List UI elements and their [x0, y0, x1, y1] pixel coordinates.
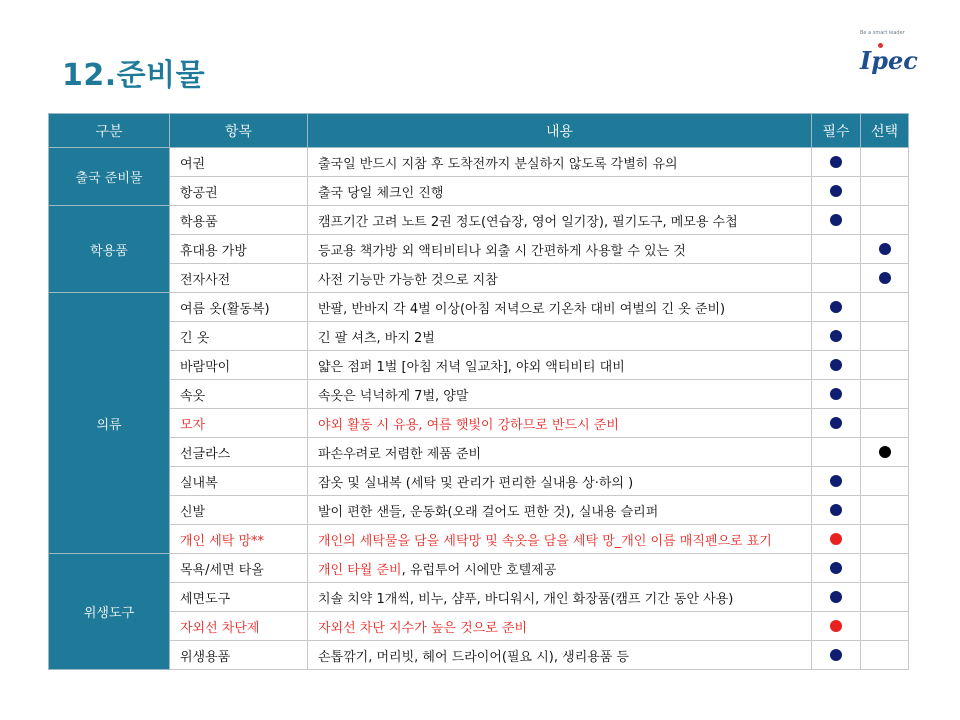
item-cell: 긴 옷 — [170, 322, 308, 351]
required-cell — [812, 264, 861, 293]
content-cell: 치솔 치약 1개씩, 비누, 샴푸, 바디워시, 개인 화장품(캠프 기간 동안 사용) — [308, 583, 812, 612]
item-cell: 전자사전 — [170, 264, 308, 293]
content-cell: 잠옷 및 실내복 (세탁 및 관리가 편리한 실내용 상·하의 ) — [308, 467, 812, 496]
optional-cell — [861, 293, 909, 322]
optional-cell — [861, 612, 909, 641]
item-cell: 세면도구 — [170, 583, 308, 612]
table-header-row — [49, 114, 909, 148]
header-content: 내용 — [308, 114, 812, 148]
content-cell: 야외 활동 시 유용, 여름 햇빛이 강하므로 반드시 준비 — [308, 409, 812, 438]
optional-cell — [861, 554, 909, 583]
bullet-dot-icon — [830, 475, 842, 487]
content-cell: 파손우려로 저렴한 제품 준비 — [308, 438, 812, 467]
table-row — [49, 612, 909, 641]
bullet-dot-icon — [830, 562, 842, 574]
bullet-dot-icon — [830, 504, 842, 516]
item-cell: 목욕/세면 타올 — [170, 554, 308, 583]
required-cell — [812, 496, 861, 525]
table-row — [49, 583, 909, 612]
header-required: 필수 — [812, 114, 861, 148]
content-cell: 등교용 책가방 외 액티비티나 외출 시 간편하게 사용할 수 있는 것 — [308, 235, 812, 264]
content-cell: 출국 당일 체크인 진행 — [308, 177, 812, 206]
category-cell: 의류 — [49, 293, 170, 554]
item-cell: 신발 — [170, 496, 308, 525]
category-cell: 위생도구 — [49, 554, 170, 670]
bullet-dot-icon — [830, 417, 842, 429]
table-row — [49, 554, 909, 583]
item-cell: 항공권 — [170, 177, 308, 206]
header-item: 항목 — [170, 114, 308, 148]
table-row — [49, 206, 909, 235]
logo-tagline: Be a smart leader — [860, 30, 905, 36]
content-cell: 캠프기간 고려 노트 2권 정도(연습장, 영어 일기장), 필기도구, 메모용 수첩 — [308, 206, 812, 235]
ipec-logo — [856, 26, 922, 78]
bullet-dot-icon — [830, 359, 842, 371]
content-text: , 유럽투어 시에만 호텔제공 — [401, 562, 557, 578]
item-cell: 선글라스 — [170, 438, 308, 467]
category-cell: 학용품 — [49, 206, 170, 293]
header-category: 구분 — [49, 114, 170, 148]
optional-cell — [861, 264, 909, 293]
optional-cell — [861, 322, 909, 351]
optional-cell — [861, 438, 909, 467]
bullet-dot-icon — [830, 156, 842, 168]
table-row — [49, 438, 909, 467]
item-cell: 실내복 — [170, 467, 308, 496]
bullet-dot-icon — [830, 301, 842, 313]
required-cell — [812, 380, 861, 409]
table-row — [49, 148, 909, 177]
item-cell: 여름 옷(활동복) — [170, 293, 308, 322]
optional-cell — [861, 351, 909, 380]
bullet-dot-icon — [879, 243, 891, 255]
item-cell: 개인 세탁 망** — [170, 525, 308, 554]
optional-cell — [861, 641, 909, 670]
content-cell — [308, 554, 812, 583]
content-cell: 반팔, 반바지 각 4벌 이상(아침 저녁으로 기온차 대비 여벌의 긴 옷 준비) — [308, 293, 812, 322]
table-row — [49, 235, 909, 264]
bullet-dot-icon — [830, 330, 842, 342]
item-cell: 속옷 — [170, 380, 308, 409]
bullet-dot-icon — [830, 649, 842, 661]
required-cell — [812, 467, 861, 496]
required-cell — [812, 235, 861, 264]
required-cell — [812, 554, 861, 583]
required-cell — [812, 351, 861, 380]
item-cell: 휴대용 가방 — [170, 235, 308, 264]
content-cell: 손톱깎기, 머리빗, 헤어 드라이어(필요 시), 생리용품 등 — [308, 641, 812, 670]
required-cell — [812, 148, 861, 177]
table-row — [49, 525, 909, 554]
category-cell: 출국 준비물 — [49, 148, 170, 206]
required-cell — [812, 438, 861, 467]
bullet-dot-icon — [830, 388, 842, 400]
optional-cell — [861, 525, 909, 554]
bullet-dot-icon — [830, 185, 842, 197]
content-highlight: 개인 타월 준비 — [318, 562, 402, 578]
table-row — [49, 380, 909, 409]
content-cell: 사전 기능만 가능한 것으로 지참 — [308, 264, 812, 293]
table-row — [49, 496, 909, 525]
required-cell — [812, 322, 861, 351]
optional-cell — [861, 583, 909, 612]
optional-cell — [861, 206, 909, 235]
optional-cell — [861, 467, 909, 496]
bullet-dot-icon — [830, 533, 842, 545]
item-cell: 여권 — [170, 148, 308, 177]
optional-cell — [861, 409, 909, 438]
required-cell — [812, 641, 861, 670]
content-cell: 얇은 점퍼 1벌 [아침 저녁 일교차], 야외 액티비티 대비 — [308, 351, 812, 380]
content-cell: 긴 팔 셔츠, 바지 2벌 — [308, 322, 812, 351]
content-cell: 속옷은 넉넉하게 7벌, 양말 — [308, 380, 812, 409]
table-row — [49, 467, 909, 496]
header-optional: 선택 — [861, 114, 909, 148]
item-cell: 바람막이 — [170, 351, 308, 380]
required-cell — [812, 177, 861, 206]
optional-cell — [861, 177, 909, 206]
content-cell: 자외선 차단 지수가 높은 것으로 준비 — [308, 612, 812, 641]
required-cell — [812, 409, 861, 438]
content-cell: 발이 편한 샌들, 운동화(오래 걸어도 편한 것), 실내용 슬리퍼 — [308, 496, 812, 525]
item-cell: 학용품 — [170, 206, 308, 235]
bullet-dot-icon — [879, 446, 891, 458]
optional-cell — [861, 380, 909, 409]
table-row — [49, 322, 909, 351]
optional-cell — [861, 235, 909, 264]
table-row — [49, 351, 909, 380]
table-body — [49, 148, 909, 670]
content-cell: 출국일 반드시 지참 후 도착전까지 분실하지 않도록 각별히 유의 — [308, 148, 812, 177]
content-cell: 개인의 세탁물을 담을 세탁망 및 속옷을 담을 세탁 망_개인 이름 매직펜으로 표기 — [308, 525, 812, 554]
bullet-dot-icon — [879, 272, 891, 284]
table-row — [49, 177, 909, 206]
logo-brand: Ipec — [860, 46, 918, 75]
item-cell: 자외선 차단제 — [170, 612, 308, 641]
item-cell: 위생용품 — [170, 641, 308, 670]
required-cell — [812, 525, 861, 554]
required-cell — [812, 206, 861, 235]
item-cell: 모자 — [170, 409, 308, 438]
optional-cell — [861, 496, 909, 525]
bullet-dot-icon — [830, 214, 842, 226]
table-row — [49, 641, 909, 670]
required-cell — [812, 612, 861, 641]
required-cell — [812, 583, 861, 612]
supplies-table — [48, 113, 909, 670]
bullet-dot-icon — [830, 620, 842, 632]
table-row — [49, 409, 909, 438]
bullet-dot-icon — [830, 591, 842, 603]
page-title: 12.준비물 — [62, 58, 206, 93]
table-row — [49, 293, 909, 322]
table-row — [49, 264, 909, 293]
required-cell — [812, 293, 861, 322]
optional-cell — [861, 148, 909, 177]
